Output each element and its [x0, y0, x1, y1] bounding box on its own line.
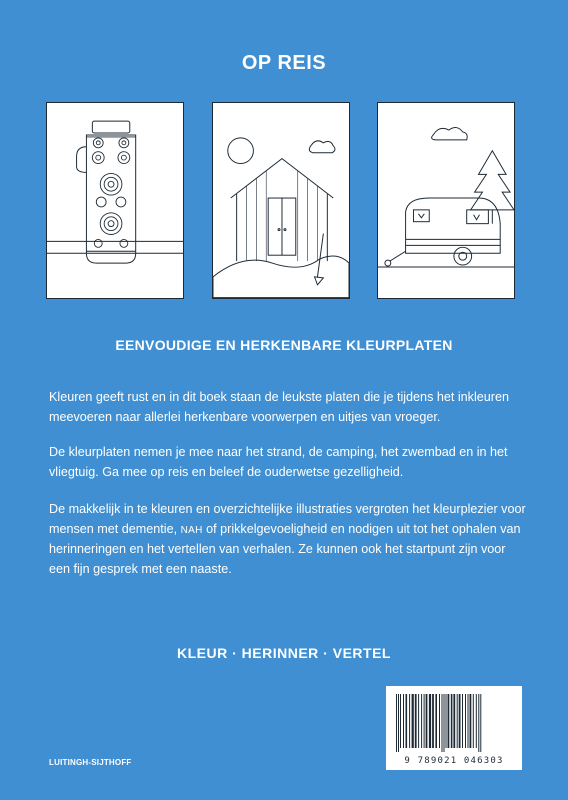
barcode-bar: [451, 694, 453, 748]
description-text: [49, 388, 527, 595]
barcode-bar: [426, 694, 428, 748]
barcode-bar: [429, 694, 431, 748]
barcode-bar: [421, 694, 422, 748]
barcode-bar: [453, 694, 455, 748]
caravan-illustration: [377, 102, 515, 299]
barcode-bar: [435, 694, 437, 748]
barcode-bar: [432, 694, 434, 748]
abbreviation-nah: NAH: [180, 524, 203, 536]
beach-hut-illustration: [212, 102, 350, 299]
barcode-bar: [439, 694, 440, 748]
paragraph-audience-end: of prikkelgevoeligheid en nodigen uit tot het ophalen van herinneringen en het vertellen van verhalen. Ze kunnen ook het startpunt zijn voor een fijn gesprek met een naaste.: [49, 521, 521, 576]
barcode-bar: [442, 694, 443, 752]
barcode-bar: [473, 694, 474, 748]
paragraph-audience-start: De makkelijk in te kleuren en overzichtelijke illustraties vergroten het kleurplezier voor mensen met dementie,: [49, 502, 526, 536]
barcode-bars: [394, 694, 514, 752]
barcode-bar: [418, 694, 419, 748]
book-title: OP REIS: [241, 52, 327, 74]
isbn-number: 9 789021 046303: [404, 756, 504, 766]
isbn-barcode: [386, 686, 522, 770]
tagline: KLEUR · HERINNER · VERTEL: [177, 645, 391, 661]
barcode-bar: [409, 694, 410, 748]
barcode-bar: [465, 694, 466, 748]
barcode-bar: [462, 694, 463, 748]
barcode-bar: [468, 694, 469, 748]
barcode-bar: [398, 694, 399, 752]
barcode-bar: [415, 694, 417, 748]
barcode-bar: [424, 694, 425, 748]
paragraph-audience: [49, 500, 527, 579]
barcode-bar: [406, 694, 408, 748]
barcode-bar: [459, 694, 461, 748]
barcode-bar: [396, 694, 397, 752]
barcode-bar: [403, 694, 404, 748]
barcode-bar: [446, 694, 447, 748]
thermos-illustration: [46, 102, 184, 299]
barcode-bar: [457, 694, 458, 748]
paragraph-intro: Kleuren geeft rust en in dit boek staan de leukste platen die je tijdens het inkleuren meevoeren naar allerlei herkenbare voorwerpen en uitjes van vroeger.: [49, 390, 509, 424]
barcode-bar: [470, 694, 472, 748]
barcode-bar: [448, 694, 450, 748]
barcode-bar: [476, 694, 477, 748]
book-subtitle: EENVOUDIGE EN HERKENBARE KLEURPLATEN: [115, 337, 453, 353]
barcode-bar: [478, 694, 479, 752]
barcode-bar: [480, 694, 481, 752]
barcode-bar: [412, 694, 414, 748]
barcode-bar: [400, 694, 401, 748]
publisher-logo: LUITINGH-SIJTHOFF: [49, 758, 132, 767]
paragraph-themes: De kleurplaten nemen je mee naar het strand, de camping, het zwembad en in het vliegtuig. Ga mee op reis en beleef de ouderwetse gezelligheid.: [49, 445, 508, 479]
barcode-bar: [444, 694, 445, 752]
